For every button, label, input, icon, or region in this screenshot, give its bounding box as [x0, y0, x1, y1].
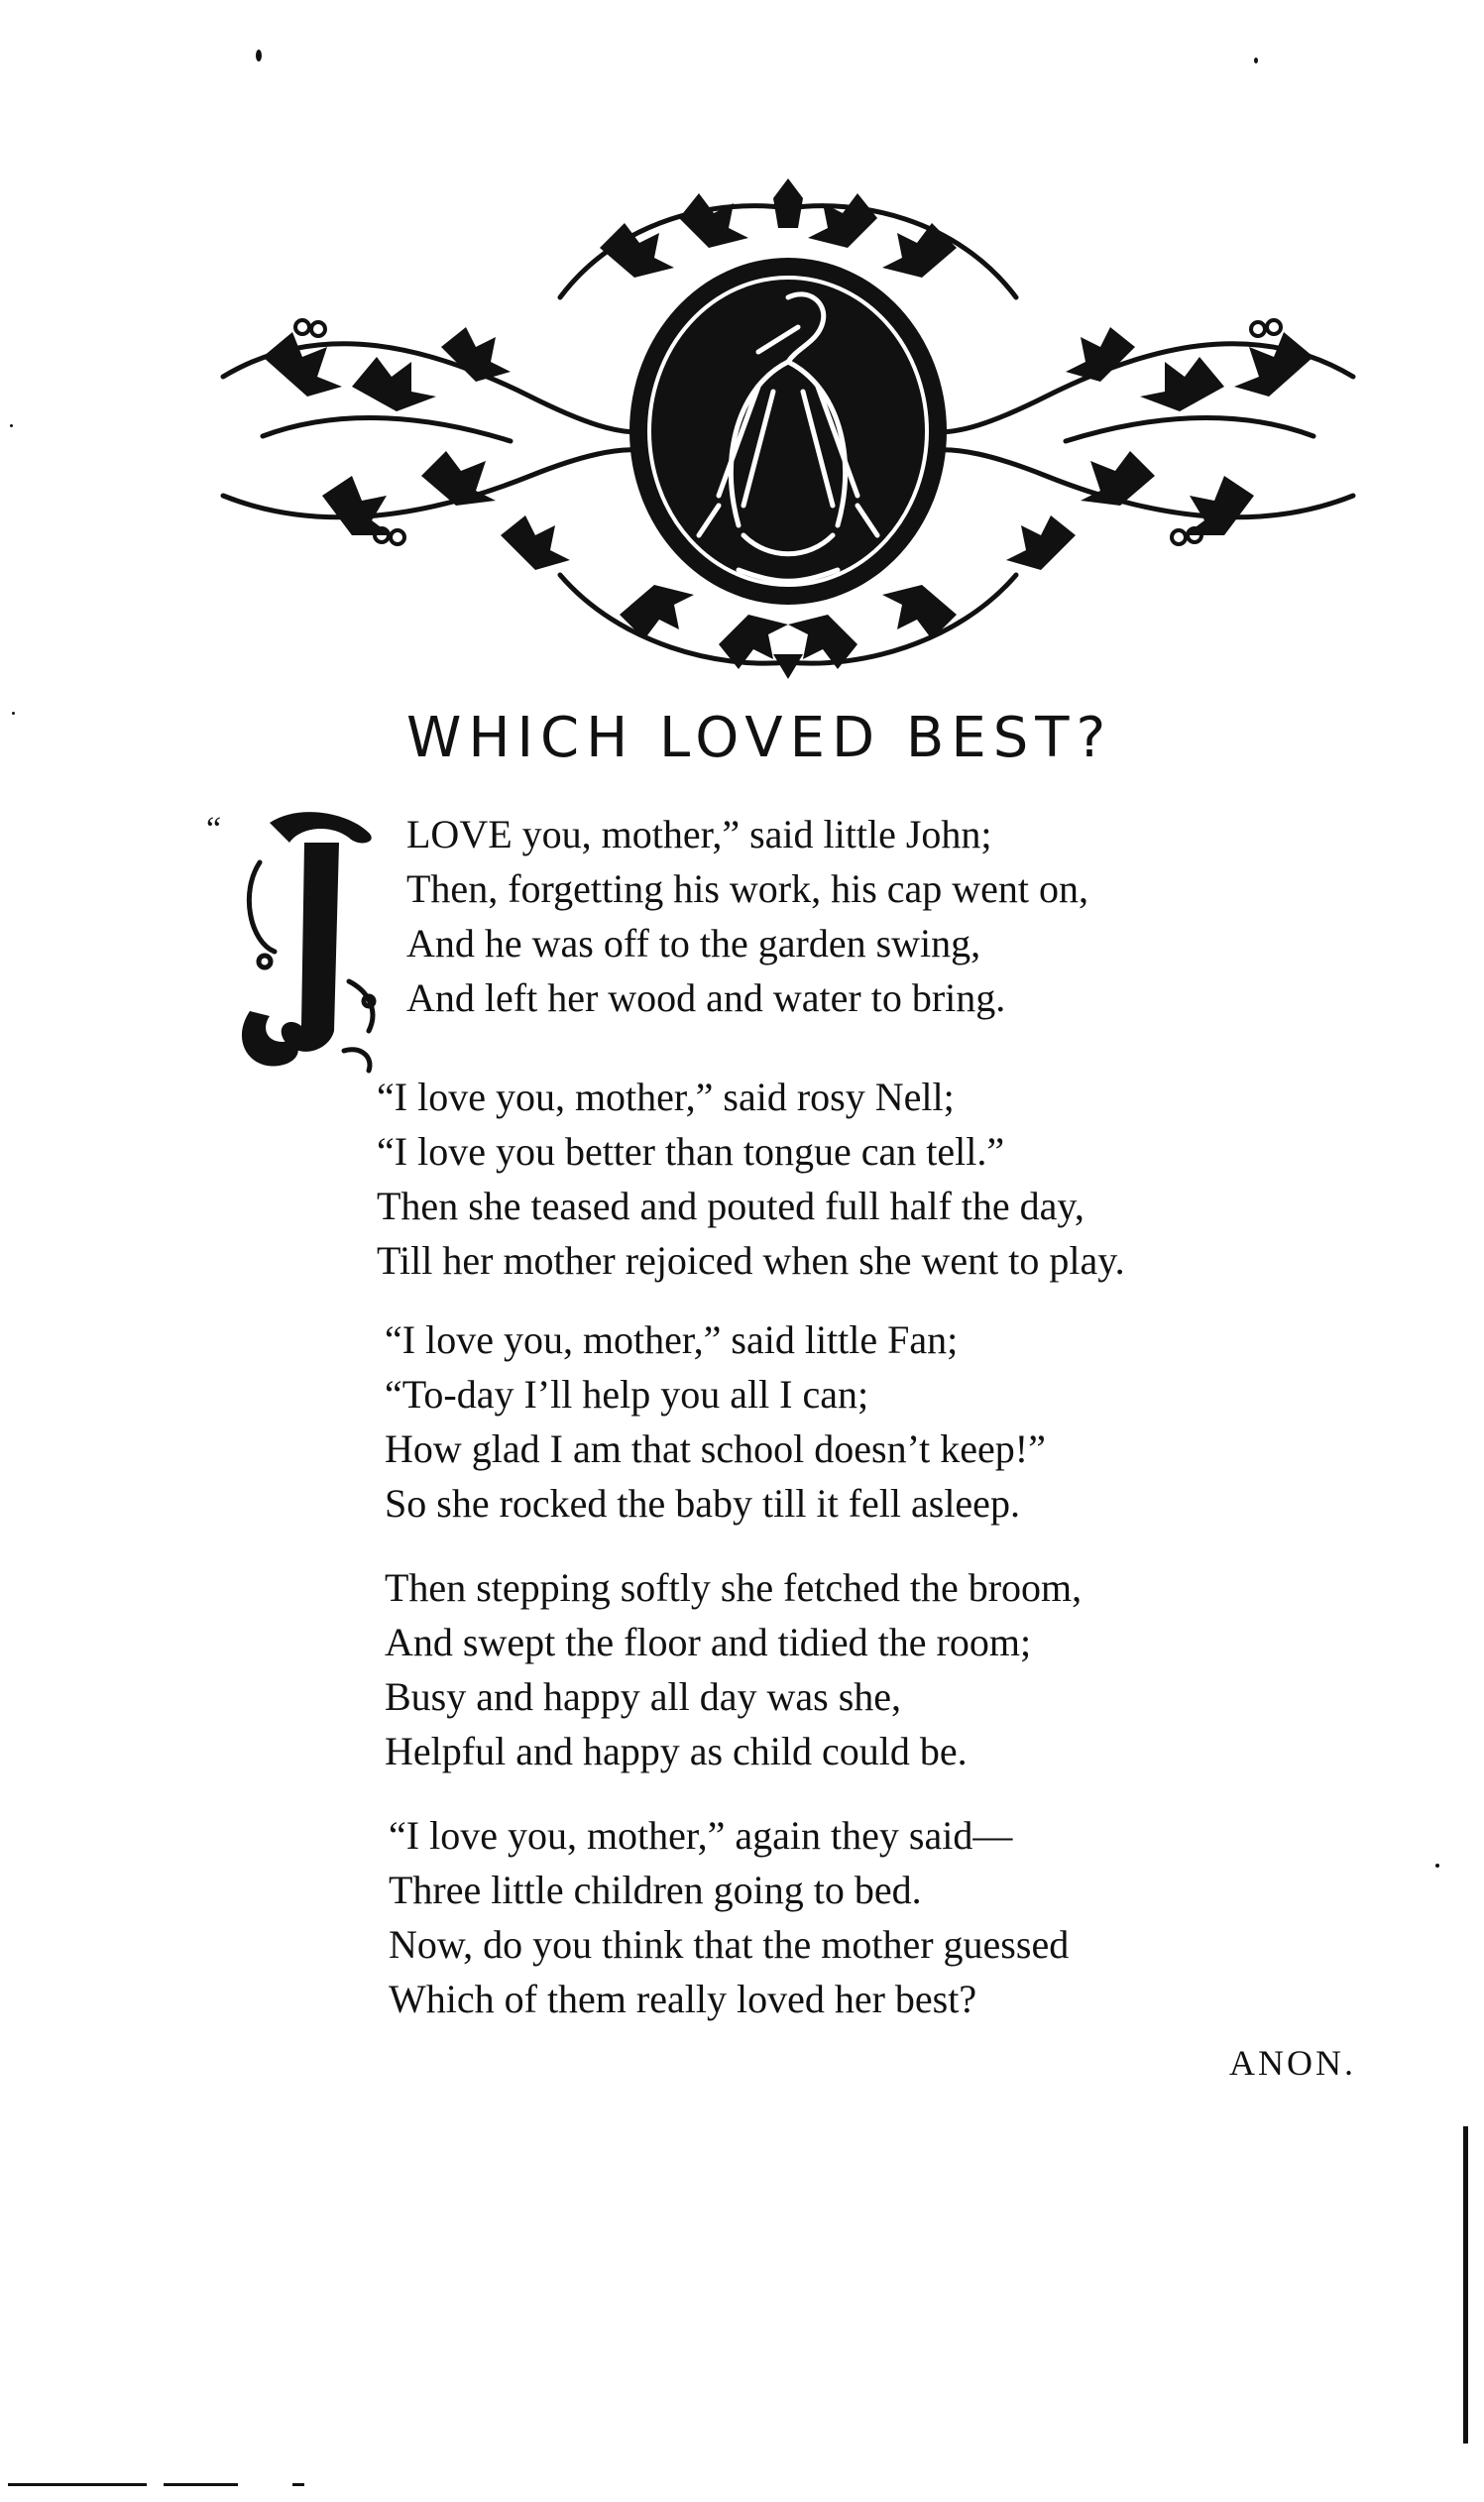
poem-line: Then she teased and pouted full half the day,	[377, 1184, 1084, 1228]
poem-line: Which of them really loved her best?	[389, 1977, 977, 2021]
poem-line: Busy and happy all day was she,	[385, 1674, 902, 1719]
poem-attribution: ANON.	[1229, 2043, 1356, 2083]
poem-line: And swept the floor and tidied the room;	[385, 1620, 1032, 1664]
poem-line: Helpful and happy as child could be.	[385, 1729, 968, 1773]
poem-line: Now, do you think that the mother guessed	[389, 1922, 1070, 1967]
poem-line: Till her mother rejoiced when she went to play.	[377, 1238, 1125, 1283]
poem-line: And left her wood and water to bring.	[406, 975, 1006, 1020]
poem-line: “I love you, mother,” said rosy Nell;	[377, 1075, 955, 1119]
poem-title: WHICH LOVED BEST?	[406, 706, 1113, 770]
poem-line: “I love you, mother,” said little Fan;	[385, 1317, 959, 1362]
scan-edge-line	[164, 2483, 238, 2486]
scan-edge-line	[1463, 2126, 1468, 2444]
poem-line: “I love you, mother,” again they said—	[389, 1813, 1013, 1858]
poem-line: “I love you better than tongue can tell.”	[377, 1129, 1005, 1174]
poem-line: How glad I am that school doesn’t keep!”	[385, 1426, 1046, 1471]
poem-line: Three little children going to bed.	[389, 1868, 922, 1912]
scan-edge-line	[292, 2483, 304, 2486]
poem-line: So she rocked the baby till it fell asleep.	[385, 1481, 1020, 1526]
poem-line: “To-day I’ll help you all I can;	[385, 1372, 869, 1417]
poem-line: And he was off to the garden swing,	[406, 921, 981, 966]
poem-line: LOVE you, mother,” said little John;	[406, 812, 992, 856]
poem-line: Then stepping softly she fetched the broom,	[385, 1565, 1083, 1610]
poem-line: Then, forgetting his work, his cap went on,	[406, 866, 1089, 911]
dropcap-open-quote: “	[206, 811, 222, 848]
scan-edge-line	[8, 2483, 147, 2486]
